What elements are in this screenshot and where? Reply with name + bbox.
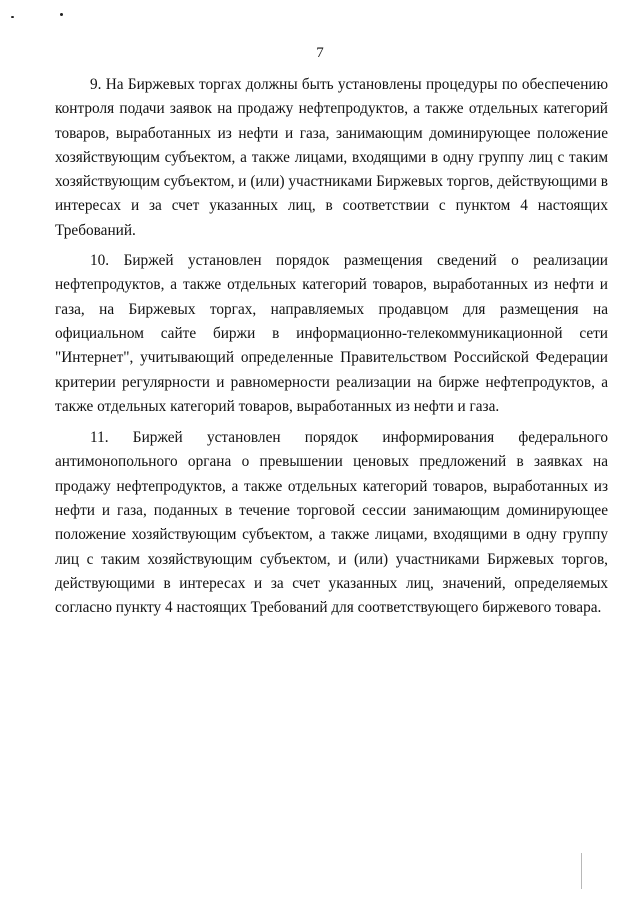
paragraph-10 [55, 249, 608, 419]
text-line: нефти и газа, поданных в течение торговой сессии занимающим доминирующее [55, 502, 608, 520]
scan-artifact-dot [11, 16, 14, 18]
text-line: газа, на Биржевых торгах, направляемых продавцом для размещения на [55, 300, 608, 318]
text-line: 11. Биржей установлен порядок информирования федерального [90, 429, 608, 447]
scan-artifact-line [581, 853, 582, 889]
text-line: лиц с таким хозяйствующим субъектом, и (или) участниками Биржевых торгов, [55, 550, 608, 568]
text-line: 9. На Биржевых торгах должны быть установлены процедуры по обеспечению [90, 76, 608, 93]
text-line: нефтепродуктов, а также отдельных категорий товаров, выработанных из нефти и [55, 276, 608, 294]
text-line: хозяйствующим субъектом, а также лицами, входящими в одну группу лиц с таким [55, 148, 608, 166]
text-line: действующими в интересах и за счет указанных лиц, значений, определяемых [55, 574, 608, 592]
text-line: контроля подачи заявок на продажу нефтепродуктов, а также отдельных категорий [55, 100, 608, 118]
page-number: 7 [316, 45, 324, 61]
paragraph-9 [55, 73, 608, 243]
document-body [55, 73, 608, 621]
text-line: официальном сайте биржи в информационно-телекоммуникационной сети [55, 324, 608, 342]
text-line: антимонопольного органа о превышении ценовых предложений в заявках на [55, 453, 608, 471]
text-line: интересах и за счет указанных лиц, в соответствии с пунктом 4 настоящих [55, 197, 608, 215]
text-line: 10. Биржей установлен порядок размещения сведений о реализации [90, 252, 608, 270]
text-line: хозяйствующим субъектом, и (или) участниками Биржевых торгов, действующими в [55, 173, 608, 191]
scan-artifact-dot [60, 13, 63, 16]
text-line: согласно пункту 4 настоящих Требований для соответствующего биржевого товара. [55, 599, 602, 617]
text-line: продажу нефтепродуктов, а также отдельных категорий товаров, выработанных из [55, 477, 608, 495]
text-line: Требований. [55, 221, 136, 239]
text-line: также отдельных категорий товаров, выработанных из нефти и газа. [55, 397, 500, 415]
text-line: положение хозяйствующим субъектом, а также лицами, входящими в одну группу [55, 526, 608, 544]
text-line: "Интернет", учитывающий определенные Правительством Российской Федерации [55, 349, 608, 367]
text-line: критерии регулярности и равномерности реализации на бирже нефтепродуктов, а [55, 373, 608, 391]
text-line: товаров, выработанных из нефти и газа, занимающим доминирующее положение [55, 124, 608, 142]
paragraph-11 [55, 426, 608, 620]
